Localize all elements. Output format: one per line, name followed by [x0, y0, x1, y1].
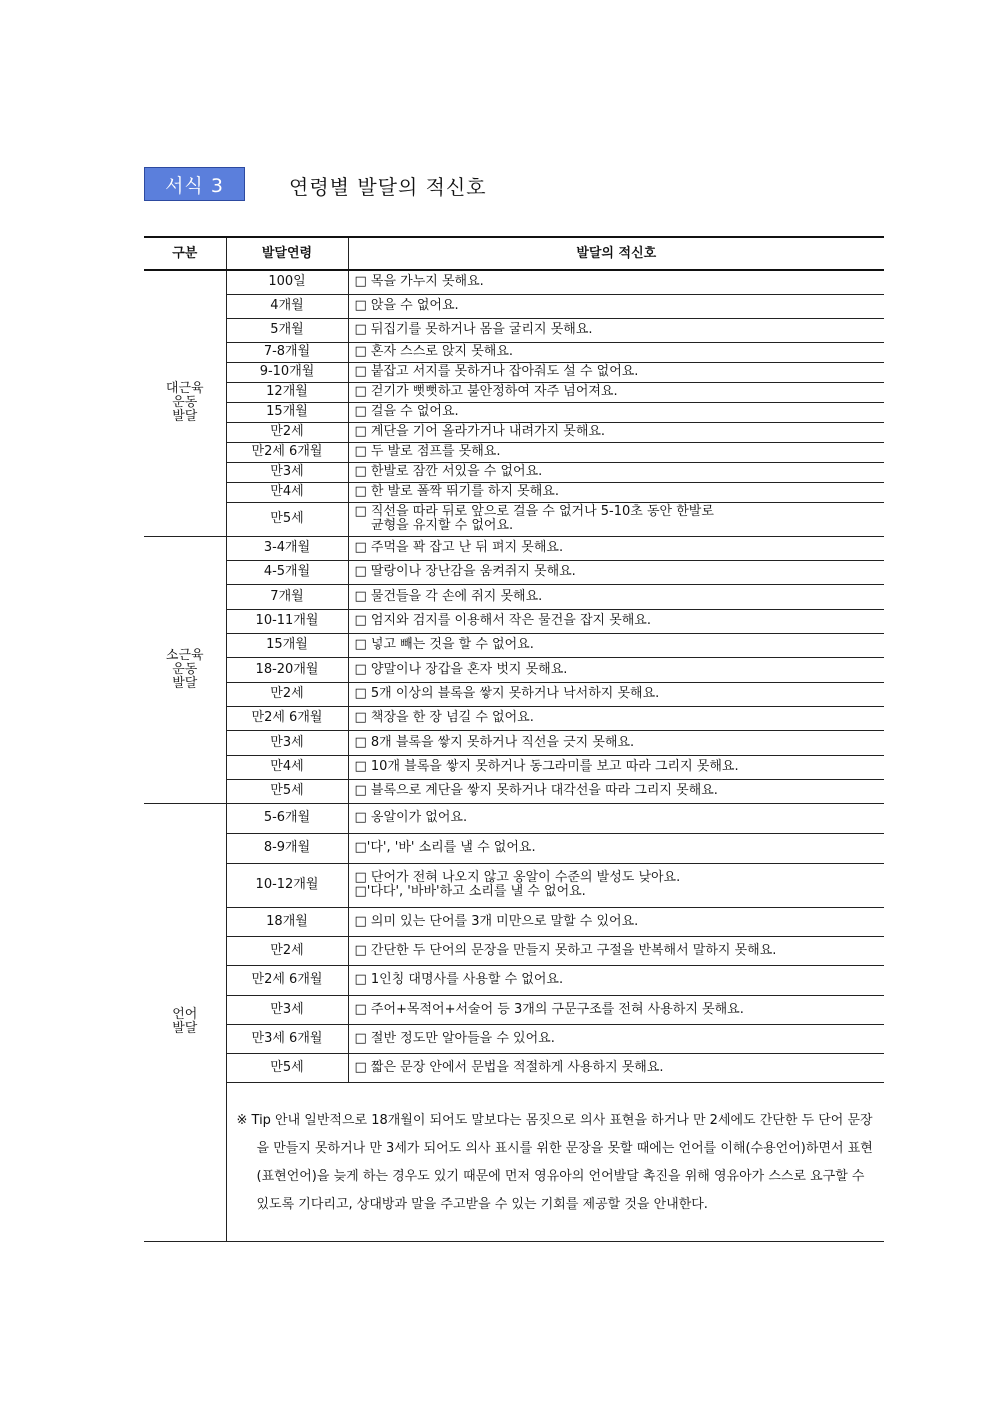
age-cell: 8-9개월	[226, 833, 348, 863]
category-label-line: 발달	[172, 675, 198, 691]
age-cell: 7개월	[226, 584, 348, 609]
table-row	[144, 482, 884, 502]
table-body	[144, 270, 884, 1241]
age-cell: 만4세	[226, 755, 348, 779]
age-cell: 만2세 6개월	[226, 442, 348, 462]
warning-signal-cell	[348, 682, 884, 706]
warning-signal-cell	[348, 609, 884, 633]
age-cell: 15개월	[226, 633, 348, 657]
checkbox-item-text: □ 간단한 두 단어의 문장을 만들지 못하고 구절을 반복해서 말하지 못해요.	[354, 942, 777, 958]
tip-note-text: ※ Tip 안내 일반적으로 18개월이 되어도 말보다는 몸짓으로 의사 표현을 하거나 만 2세에도 간단한 두 단어 문장을 만들지 못하거나 만 3세가 되어도 의사 표시를 위한 문장을 못할 때에는 언어를 이해(수용언어)하면서 표현(표현언어)을 늦게 하는 경우도 있기 때문에 먼저 영유아의 언어발달 촉진을 위해 영유아가 스스로 요구할 수 있도록 기다리고, 상대방과 말을 주고받을 수 있는 기회를 제공할 것을 안내한다.	[236, 1112, 873, 1212]
table-row	[144, 706, 884, 730]
table-row	[144, 633, 884, 657]
age-cell: 만3세	[226, 462, 348, 482]
checkbox-item-text: □ 짧은 문장 안에서 문법을 적절하게 사용하지 못해요.	[354, 1059, 664, 1075]
checkbox-item-text: □ 뒤집기를 못하거나 몸을 굴리지 못해요.	[354, 322, 593, 337]
age-cell: 18개월	[226, 907, 348, 936]
category-cell	[144, 270, 226, 536]
warning-signal-cell	[348, 936, 884, 965]
age-cell: 만2세 6개월	[226, 965, 348, 995]
checkbox-item-text: □ 양말이나 장갑을 혼자 벗지 못해요.	[354, 661, 568, 677]
age-cell: 만5세	[226, 502, 348, 536]
age-cell: 만3세	[226, 995, 348, 1024]
table-row	[144, 803, 884, 833]
age-cell: 7-8개월	[226, 342, 348, 362]
table-row	[144, 402, 884, 422]
age-cell: 15개월	[226, 402, 348, 422]
table-row	[144, 382, 884, 402]
checkbox-item-text: □'다다', '바바'하고 소리를 낼 수 없어요.	[354, 884, 586, 899]
developmental-warning-table	[144, 236, 884, 1242]
table-row	[144, 779, 884, 803]
table-row	[144, 609, 884, 633]
table-header-row	[144, 237, 884, 270]
table-row	[144, 863, 884, 907]
checkbox-item-text: □'다', '바' 소리를 낼 수 없어요.	[354, 840, 536, 855]
checkbox-item-text: □ 넣고 빼는 것을 할 수 없어요.	[354, 637, 534, 652]
table-row	[144, 502, 884, 536]
checkbox-item-text: □ 앉을 수 없어요.	[354, 298, 459, 313]
age-cell: 만2세	[226, 682, 348, 706]
category-label-line: 언어	[172, 1007, 198, 1022]
age-cell: 5개월	[226, 318, 348, 342]
warning-signal-cell	[348, 1024, 884, 1053]
age-cell: 만5세	[226, 779, 348, 803]
age-cell: 만2세	[226, 422, 348, 442]
checkbox-item-text: 균형을 유지할 수 없어요.	[354, 518, 514, 533]
age-cell: 4-5개월	[226, 560, 348, 584]
checkbox-item-text: □ 직선을 따라 뒤로 앞으로 걸을 수 없거나 5-10초 동안 한발로	[354, 504, 714, 519]
checkbox-item-text: □ 10개 블록을 쌓지 못하거나 동그라미를 보고 따라 그리지 못해요.	[354, 759, 739, 774]
age-cell: 만2세 6개월	[226, 706, 348, 730]
header-category: 구분	[144, 237, 226, 270]
table-row	[144, 536, 884, 560]
checkbox-item-text: □ 목을 가누지 못해요.	[354, 274, 484, 290]
table-row	[144, 1024, 884, 1053]
table-row	[144, 362, 884, 382]
checkbox-item-text: □ 엄지와 검지를 이용해서 작은 물건을 잡지 못해요.	[354, 613, 652, 628]
warning-signal-cell	[348, 584, 884, 609]
warning-signal-cell	[348, 362, 884, 382]
warning-signal-cell	[348, 779, 884, 803]
warning-signal-cell	[348, 965, 884, 995]
warning-signal-cell	[348, 907, 884, 936]
table-row	[144, 560, 884, 584]
table-row	[144, 936, 884, 965]
table-row	[144, 995, 884, 1024]
table-row	[144, 294, 884, 318]
warning-signal-cell	[348, 482, 884, 502]
warning-signal-cell	[348, 402, 884, 422]
table-row	[144, 342, 884, 362]
checkbox-item-text: □ 의미 있는 단어를 3개 미만으로 말할 수 있어요.	[354, 913, 639, 929]
document-title: 연령별 발달의 적신호	[289, 175, 487, 199]
warning-signal-cell	[348, 560, 884, 584]
checkbox-item-text: □ 두 발로 점프를 못해요.	[354, 444, 501, 459]
age-cell: 10-11개월	[226, 609, 348, 633]
age-cell: 만2세	[226, 936, 348, 965]
age-cell: 100일	[226, 270, 348, 294]
table-row	[144, 442, 884, 462]
category-cell	[144, 536, 226, 803]
age-cell: 18-20개월	[226, 657, 348, 682]
tip-note-cell	[226, 1082, 884, 1241]
warning-signal-cell	[348, 422, 884, 442]
warning-signal-cell	[348, 442, 884, 462]
warning-signal-cell	[348, 706, 884, 730]
warning-signal-cell	[348, 502, 884, 536]
table-row	[144, 584, 884, 609]
checkbox-item-text: □ 걷기가 뻣뻣하고 불안정하여 자주 넘어져요.	[354, 384, 618, 399]
warning-signal-cell	[348, 318, 884, 342]
table-row	[144, 965, 884, 995]
checkbox-item-text: □ 계단을 기어 올라가거나 내려가지 못해요.	[354, 424, 606, 439]
table-row	[144, 1053, 884, 1082]
warning-signal-cell	[348, 382, 884, 402]
age-cell: 만5세	[226, 1053, 348, 1082]
age-cell: 만3세	[226, 730, 348, 755]
table-row	[144, 730, 884, 755]
checkbox-item-text: □ 절반 정도만 알아들을 수 있어요.	[354, 1030, 555, 1046]
warning-signal-cell	[348, 657, 884, 682]
table-row	[144, 462, 884, 482]
age-cell: 만3세 6개월	[226, 1024, 348, 1053]
table-row	[144, 907, 884, 936]
age-cell: 4개월	[226, 294, 348, 318]
checkbox-item-text: □ 단어가 전혀 나오지 않고 옹알이 수준의 발성도 낮아요.	[354, 870, 681, 885]
checkbox-item-text: □ 딸랑이나 장난감을 움켜쥐지 못해요.	[354, 564, 576, 579]
category-cell	[144, 803, 226, 1241]
header-age: 발달연령	[226, 237, 348, 270]
form-number-badge	[144, 167, 245, 201]
warning-signal-cell	[348, 294, 884, 318]
category-label-line: 운동	[172, 661, 198, 677]
warning-signal-cell	[348, 995, 884, 1024]
warning-signal-cell	[348, 536, 884, 560]
checkbox-item-text: □ 8개 블록을 쌓지 못하거나 직선을 긋지 못해요.	[354, 734, 635, 750]
checkbox-item-text: □ 주어+목적어+서술어 등 3개의 구문구조를 전혀 사용하지 못해요.	[354, 1001, 744, 1017]
warning-signal-cell	[348, 730, 884, 755]
warning-signal-cell	[348, 342, 884, 362]
form-number-label: 서식 3	[165, 174, 224, 197]
header-signal: 발달의 적신호	[348, 237, 884, 270]
warning-signal-cell	[348, 863, 884, 907]
warning-signal-cell	[348, 1053, 884, 1082]
table-row	[144, 422, 884, 442]
age-cell: 9-10개월	[226, 362, 348, 382]
age-cell: 5-6개월	[226, 803, 348, 833]
table-row	[144, 657, 884, 682]
checkbox-item-text: □ 주먹을 꽉 잡고 난 뒤 펴지 못해요.	[354, 540, 564, 555]
warning-signal-cell	[348, 633, 884, 657]
checkbox-item-text: □ 한 발로 폴짝 뛰기를 하지 못해요.	[354, 484, 559, 499]
warning-signal-cell	[348, 270, 884, 294]
category-label-line: 소근육	[165, 647, 204, 663]
checkbox-item-text: □ 1인칭 대명사를 사용할 수 없어요.	[354, 972, 564, 987]
table-row	[144, 755, 884, 779]
table-row	[144, 682, 884, 706]
checkbox-item-text: □ 블록으로 계단을 쌓지 못하거나 대각선을 따라 그리지 못해요.	[354, 783, 718, 798]
category-label-line: 발달	[172, 409, 198, 425]
checkbox-item-text: □ 혼자 스스로 앉지 못해요.	[354, 344, 514, 359]
table-row	[144, 270, 884, 294]
tip-row	[144, 1082, 884, 1241]
age-cell: 만4세	[226, 482, 348, 502]
checkbox-item-text: □ 옹알이가 없어요.	[354, 810, 468, 825]
age-cell: 3-4개월	[226, 536, 348, 560]
warning-signal-cell	[348, 755, 884, 779]
checkbox-item-text: □ 붙잡고 서지를 못하거나 잡아줘도 설 수 없어요.	[354, 364, 639, 379]
age-cell: 10-12개월	[226, 863, 348, 907]
checkbox-item-text: □ 한발로 잠깐 서있을 수 없어요.	[354, 464, 543, 479]
checkbox-item-text: □ 책장을 한 장 넘길 수 없어요.	[354, 710, 534, 725]
table-row	[144, 318, 884, 342]
checkbox-item-text: □ 물건들을 각 손에 쥐지 못해요.	[354, 588, 543, 604]
warning-signal-cell	[348, 803, 884, 833]
warning-signal-cell	[348, 833, 884, 863]
checkbox-item-text: □ 걸을 수 없어요.	[354, 404, 459, 419]
table-row	[144, 833, 884, 863]
category-label-line: 대근육	[165, 381, 204, 397]
age-cell: 12개월	[226, 382, 348, 402]
category-label-line: 운동	[172, 395, 198, 411]
warning-signal-cell	[348, 462, 884, 482]
checkbox-item-text: □ 5개 이상의 블록을 쌓지 못하거나 낙서하지 못해요.	[354, 686, 660, 701]
category-label-line: 발달	[172, 1021, 198, 1036]
